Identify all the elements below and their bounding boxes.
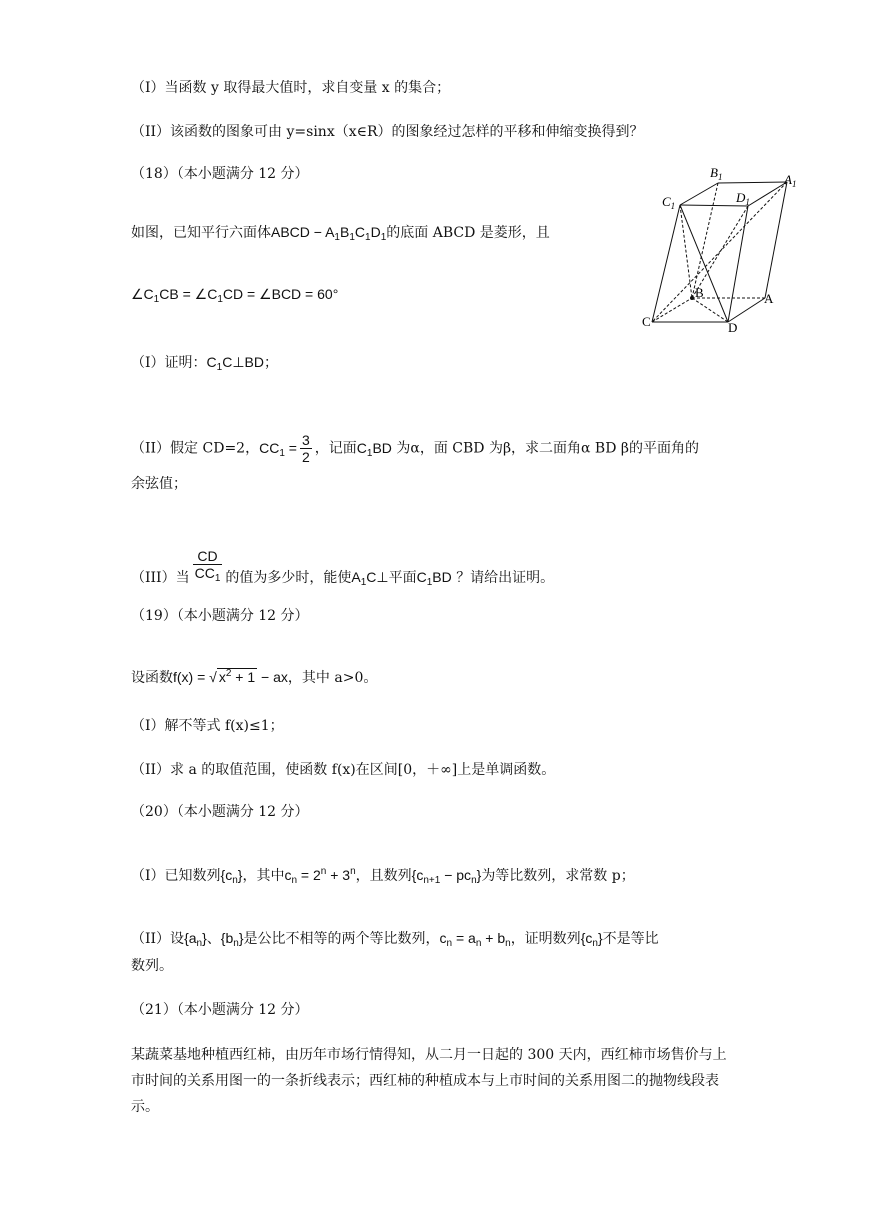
q19-intro: 设函数f(x) = √ $x^2 + 1$ − ax，其中 a>0。 bbox=[131, 668, 378, 686]
label-d1: $D_1$ bbox=[736, 190, 750, 207]
formula-cc1: $CC_1$ = bbox=[259, 439, 297, 459]
q18-intro: 如图，已知平行六面体ABCD − $A_1B_1C_1D_1$的底面 ABCD 是菱形，且 bbox=[131, 224, 550, 243]
q18-part2: （II）假定 CD=2，$CC_1$ = $\frac{3}{2}$ ，记面$C_1BD$ 为α，面 CBD 为β，求二面角α BD β的平面角的 bbox=[131, 432, 699, 465]
q17-part1: （I）当函数 y 取得最大值时，求自变量 x 的集合； bbox=[131, 80, 451, 96]
q18-part3: （III）当 $\frac{CD}{CC_1}$ 的值为多少时，能使$A_1C\perp$平面$C_1BD$ ？请给出证明。 bbox=[131, 548, 555, 588]
q18-part2-tail: 余弦值； bbox=[131, 476, 187, 492]
q19-part2: （II）求 a 的取值范围，使函数 f(x)在区间[0，＋∞]上是单调函数。 bbox=[131, 762, 556, 778]
label-c: C bbox=[642, 314, 651, 329]
q20-part1: （I）已知数列$\{c_n\}$，其中$c_n = 2^n + 3^n$，且数列$\{c_{n+1} - pc_n\}$为等比数列，求常数 p； bbox=[131, 866, 635, 886]
formula-parallelepiped: ABCD − $A_1B_1C_1D_1$ bbox=[271, 224, 387, 243]
label-b: B bbox=[695, 285, 704, 300]
q20-part2-tail: 数列。 bbox=[131, 958, 173, 974]
q20-part2: （II）设$\{a_n\}$、$\{b_n\}$是公比不相等的两个等比数列，$c_n = a_n + b_n$，证明数列$\{c_n\}$不是等比 bbox=[131, 930, 659, 949]
label-b1: $B_1$ bbox=[710, 165, 723, 182]
q17-part2: （II）该函数的图象可由 y=sinx（x∈R）的图象经过怎样的平移和伸缩变换得到？ bbox=[131, 124, 644, 140]
formula-plane-perp: $A_1C\perp$平面$C_1BD$ bbox=[351, 569, 452, 588]
formula-perpendicular: $C_1C\perp BD$ bbox=[206, 354, 264, 373]
q18-heading: （18）（本小题满分 12 分） bbox=[131, 166, 309, 182]
formula-ratio: $\frac{CD}{CC_1}$ bbox=[194, 548, 221, 584]
parallelepiped-figure bbox=[640, 160, 820, 340]
q18-part1: （I）证明：$C_1C\perp BD$； bbox=[131, 354, 278, 373]
q21-text: 某蔬菜基地种植西红柿，由历年市场行情得知，从二月一日起的 300 天内，西红柿市场售价与上市时间的关系用图一的一条折线表示；西红柿的种植成本与上市时间的关系用图二的抛物线段表示。 bbox=[131, 1047, 727, 1115]
formula-fx: f(x) = √ $x^2 + 1$ − ax bbox=[173, 668, 288, 685]
q20-heading: （20）（本小题满分 12 分） bbox=[131, 804, 309, 820]
q19-part1: （I）解不等式 f(x)≤1； bbox=[131, 718, 284, 734]
q21-heading: （21）（本小题满分 12 分） bbox=[131, 1002, 309, 1018]
label-c1: $C_1$ bbox=[662, 194, 676, 211]
label-a1: $A_1$ bbox=[784, 172, 797, 189]
label-d: D bbox=[728, 320, 738, 335]
label-a: A bbox=[764, 291, 774, 306]
q19-heading: （19）（本小题满分 12 分） bbox=[131, 608, 309, 624]
q18-angle-condition: $\angle C_1CB$ = $\angle C_1CD$ = ∠BCD = 60° bbox=[131, 286, 339, 305]
